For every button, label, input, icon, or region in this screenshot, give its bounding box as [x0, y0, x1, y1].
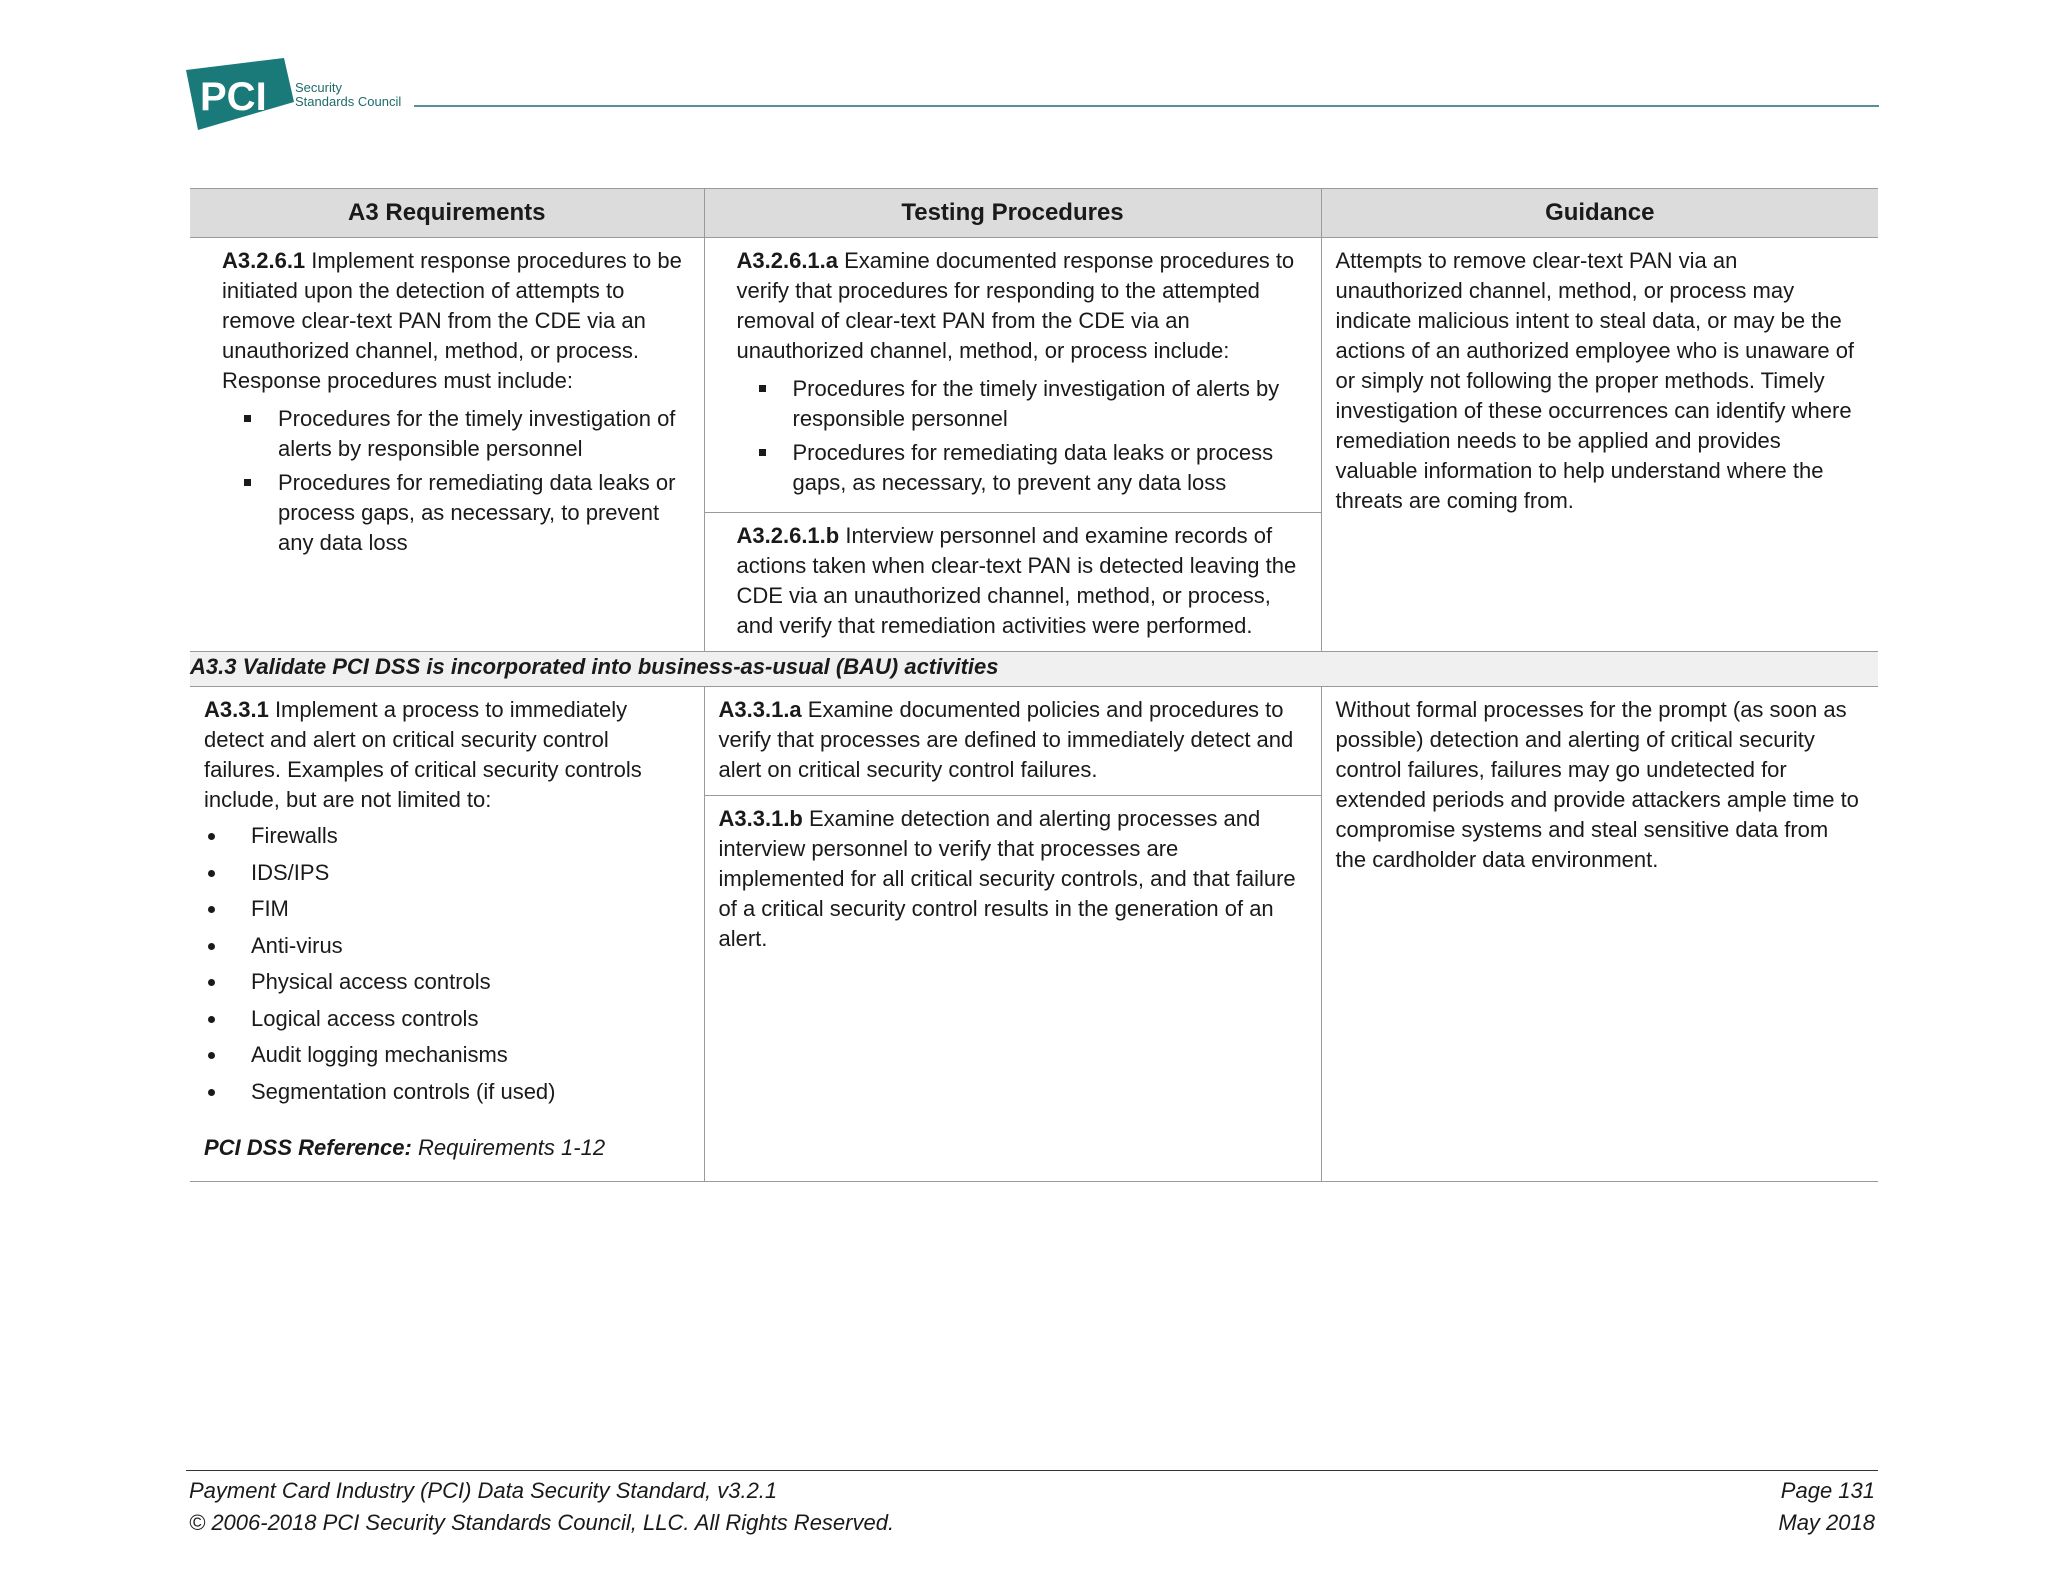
testing-cell: [704, 687, 1321, 1182]
requirement-text: Implement a process to immediately detect and alert on critical security control failures. Examples of critical security controls include, but are not limited to:: [204, 697, 642, 812]
table-header-row: [190, 189, 1878, 238]
reference-value: Requirements 1-12: [411, 1134, 606, 1160]
guidance-text: Without formal processes for the prompt (as soon as possible) detection and alerting of critical security control failures, failures may go undetected for extended periods and provide attackers ample time to compromise systems and steal sensitive data from the cardholder data environment.: [1335, 697, 1859, 872]
test-id: A3.3.1.a: [718, 697, 802, 722]
table-row: [190, 687, 1878, 1182]
testing-procedure-b: [705, 795, 1321, 964]
reference-label: PCI DSS Reference:: [204, 1134, 412, 1160]
list-item: FIM: [204, 894, 690, 924]
requirement-id: A3.3.1: [204, 697, 269, 722]
test-id: A3.2.6.1.b: [736, 523, 840, 548]
list-item: Procedures for remediating data leaks or process gaps, as necessary, to prevent any data loss: [737, 438, 1307, 498]
testing-cell: [704, 238, 1321, 652]
header-rule: [414, 105, 1879, 107]
list-item: Procedures for the timely investigation of alerts by responsible personnel: [737, 374, 1307, 434]
footer-line-2: [189, 1510, 1875, 1536]
testing-procedure-b: [705, 512, 1321, 651]
header-testing-procedures: Testing Procedures: [704, 189, 1321, 238]
requirements-table: [190, 188, 1878, 1182]
table-row: [190, 238, 1878, 652]
list-item: Audit logging mechanisms: [204, 1040, 690, 1070]
requirement-text: Implement response procedures to be initiated upon the detection of attempts to remove clear-text PAN from the CDE via an unauthorized channel, method, or process. Response procedures must include:: [222, 248, 682, 393]
testing-procedure-a: [705, 687, 1321, 795]
requirement-id: A3.2.6.1: [222, 248, 306, 273]
test-id: A3.2.6.1.a: [736, 248, 839, 273]
guidance-text: Attempts to remove clear-text PAN via an unauthorized channel, method, or process may indicate malicious intent to steal data, or may be the actions of an authorized employee who is unaware of or simply not following the proper methods. Timely investigation of these occurrences can identify where remediation needs to be applied and provides valuable information to help understand where the threats are coming from.: [1335, 248, 1855, 513]
list-item: Logical access controls: [204, 1004, 690, 1034]
list-item: Firewalls: [204, 821, 690, 851]
test-text: Examine documented policies and procedures to verify that processes are defined to immediately detect and alert on critical security control failures.: [718, 697, 1294, 782]
list-item: Procedures for the timely investigation of alerts by responsible personnel: [222, 404, 690, 464]
pci-logo-mark: [186, 58, 296, 130]
requirement-cell: [190, 687, 704, 1182]
svg-text:PCI: PCI: [200, 75, 267, 119]
logo-subtitle: Security Standards Council: [295, 80, 402, 109]
footer-date: May 2018: [1778, 1510, 1875, 1535]
requirement-bullets: [222, 404, 690, 558]
pci-logo: [186, 58, 296, 135]
guidance-cell: [1321, 238, 1878, 652]
footer-rule: [186, 1470, 1878, 1471]
list-item: IDS/IPS: [204, 858, 690, 888]
list-item: Physical access controls: [204, 967, 690, 997]
testing-procedure-a: [705, 238, 1321, 512]
test-bullets: [737, 374, 1307, 498]
header-guidance: Guidance: [1321, 189, 1878, 238]
test-text: Examine detection and alerting processes and interview personnel to verify that processes are implemented for all critical security controls, and that failure of a critical security control results in the generation of an alert.: [718, 806, 1296, 951]
test-text: Interview personnel and examine records of actions taken when clear-text PAN is detected leaving the CDE via an unauthorized channel, method, or process, and verify that remediation activities were performed.: [736, 523, 1297, 638]
list-item: Anti-virus: [204, 931, 690, 961]
header-requirements: A3 Requirements: [190, 189, 704, 238]
dss-reference: [204, 1133, 690, 1163]
section-row: [190, 652, 1878, 687]
test-id: A3.3.1.b: [718, 806, 803, 831]
footer-page-number: Page 131: [1780, 1478, 1875, 1503]
list-item: Procedures for remediating data leaks or process gaps, as necessary, to prevent any data loss: [222, 468, 690, 558]
requirement-cell: [190, 238, 704, 652]
list-item: Segmentation controls (if used): [204, 1077, 690, 1107]
footer-document-title: Payment Card Industry (PCI) Data Security Standard, v3.2.1: [189, 1478, 778, 1503]
guidance-cell: [1321, 687, 1878, 1182]
test-text: Examine documented response procedures to verify that procedures for responding to the attempted removal of clear-text PAN from the CDE via an unauthorized channel, method, or process include:: [736, 248, 1295, 363]
footer-copyright: © 2006-2018 PCI Security Standards Council, LLC. All Rights Reserved.: [189, 1510, 895, 1535]
footer-line-1: [189, 1478, 1875, 1504]
section-title: A3.3 Validate PCI DSS is incorporated into business-as-usual (BAU) activities: [190, 652, 1878, 687]
requirement-bullets: [204, 821, 690, 1107]
